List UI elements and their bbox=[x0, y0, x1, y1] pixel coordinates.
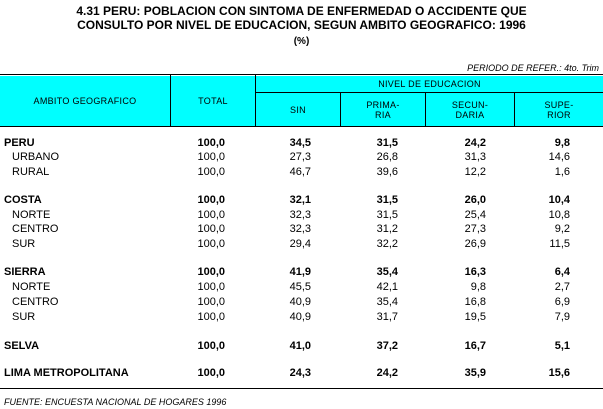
cell-sin: 32,3 bbox=[289, 223, 311, 235]
row-label: SIERRA bbox=[4, 266, 46, 278]
row-label: COSTA bbox=[4, 194, 42, 206]
cell-secundaria: 16,3 bbox=[464, 266, 486, 278]
table-title-line-2: CONSULTO POR NIVEL DE EDUCACION, SEGUN AMBITO GEOGRAFICO: 1996 bbox=[77, 18, 526, 32]
cell-superior: 15,6 bbox=[548, 367, 570, 379]
cell-primaria: 31,5 bbox=[376, 209, 398, 221]
cell-superior: 11,5 bbox=[549, 238, 570, 250]
cell-sin: 46,7 bbox=[289, 166, 311, 178]
cell-superior: 1,6 bbox=[554, 166, 570, 178]
cell-primaria: 31,5 bbox=[376, 194, 398, 206]
header-divider bbox=[170, 75, 171, 127]
cell-secundaria: 16,7 bbox=[464, 340, 486, 352]
cell-secundaria: 25,4 bbox=[464, 209, 486, 221]
row-label: RURAL bbox=[12, 166, 50, 178]
row-label: SUR bbox=[12, 311, 36, 323]
cell-primaria: 26,8 bbox=[376, 151, 398, 163]
cell-total: 100,0 bbox=[197, 209, 225, 221]
cell-secundaria: 27,3 bbox=[464, 223, 486, 235]
cell-secundaria: 19,5 bbox=[464, 311, 486, 323]
cell-sin: 29,4 bbox=[289, 238, 311, 250]
cell-primaria: 31,5 bbox=[376, 137, 398, 149]
header-divider bbox=[514, 93, 515, 127]
header-superior-line-2: RIOR bbox=[547, 109, 571, 120]
header-top-rule bbox=[0, 74, 603, 75]
cell-superior: 9,2 bbox=[554, 223, 570, 235]
row-label: PERU bbox=[4, 137, 35, 149]
cell-primaria: 35,4 bbox=[376, 296, 398, 308]
cell-total: 100,0 bbox=[197, 238, 225, 250]
cell-primaria: 35,4 bbox=[376, 266, 398, 278]
cell-total: 100,0 bbox=[197, 340, 225, 352]
cell-total: 100,0 bbox=[197, 223, 225, 235]
cell-primaria: 24,2 bbox=[376, 367, 398, 379]
cell-primaria: 37,2 bbox=[376, 340, 398, 352]
cell-primaria: 32,2 bbox=[376, 238, 398, 250]
cell-total: 100,0 bbox=[197, 266, 225, 278]
cell-secundaria: 12,2 bbox=[464, 166, 486, 178]
cell-total: 100,0 bbox=[197, 296, 225, 308]
cell-primaria: 42,1 bbox=[376, 281, 398, 293]
cell-secundaria: 26,9 bbox=[464, 238, 486, 250]
header-divider bbox=[425, 93, 426, 127]
header-sin: SIN bbox=[256, 93, 340, 126]
cell-superior: 6,4 bbox=[554, 266, 570, 278]
row-label: SELVA bbox=[4, 340, 40, 352]
row-label: URBANO bbox=[12, 151, 60, 163]
cell-sin: 40,9 bbox=[289, 296, 311, 308]
cell-secundaria: 31,3 bbox=[464, 151, 486, 163]
cell-sin: 32,3 bbox=[289, 209, 311, 221]
header-primaria-line-2: RIA bbox=[375, 109, 391, 120]
cell-secundaria: 9,8 bbox=[470, 281, 486, 293]
header-divider bbox=[256, 92, 603, 93]
header-bottom-rule bbox=[0, 126, 603, 127]
cell-primaria: 39,6 bbox=[376, 166, 398, 178]
cell-total: 100,0 bbox=[197, 311, 225, 323]
header-secundaria bbox=[426, 93, 514, 126]
cell-superior: 14,6 bbox=[548, 151, 570, 163]
cell-sin: 40,9 bbox=[289, 311, 311, 323]
cell-superior: 9,8 bbox=[554, 137, 570, 149]
header-primaria-line-1: PRIMA- bbox=[366, 99, 400, 110]
row-label: CENTRO bbox=[12, 223, 59, 235]
cell-superior: 2,7 bbox=[554, 281, 570, 293]
table-title-line-1: 4.31 PERU: POBLACION CON SINTOMA DE ENFERMEDAD O ACCIDENTE QUE bbox=[76, 4, 527, 18]
row-label: LIMA METROPOLITANA bbox=[4, 367, 129, 379]
cell-secundaria: 26,0 bbox=[464, 194, 486, 206]
cell-primaria: 31,2 bbox=[376, 223, 398, 235]
cell-sin: 32,1 bbox=[289, 194, 311, 206]
cell-total: 100,0 bbox=[197, 137, 225, 149]
table-bottom-rule bbox=[0, 388, 603, 389]
header-secundaria-line-1: SECUN- bbox=[451, 99, 489, 110]
cell-sin: 41,9 bbox=[289, 266, 311, 278]
header-nivel-educacion: NIVEL DE EDUCACION bbox=[256, 76, 603, 92]
header-divider bbox=[340, 93, 341, 127]
cell-superior: 10,4 bbox=[548, 194, 570, 206]
header-superior-line-1: SUPE- bbox=[544, 99, 574, 110]
row-label: CENTRO bbox=[12, 296, 59, 308]
row-label: SUR bbox=[12, 238, 36, 250]
table-title-unit: (%) bbox=[293, 36, 310, 47]
cell-secundaria: 35,9 bbox=[464, 367, 486, 379]
header-ambito: AMBITO GEOGRAFICO bbox=[0, 76, 170, 126]
cell-sin: 45,5 bbox=[289, 281, 311, 293]
cell-sin: 24,3 bbox=[289, 367, 311, 379]
cell-primaria: 31,7 bbox=[376, 311, 398, 323]
cell-sin: 34,5 bbox=[289, 137, 311, 149]
cell-total: 100,0 bbox=[197, 166, 225, 178]
cell-sin: 41,0 bbox=[289, 340, 311, 352]
cell-secundaria: 16,8 bbox=[464, 296, 486, 308]
cell-total: 100,0 bbox=[197, 367, 225, 379]
reference-period: PERIODO DE REFER.: 4to. Trim bbox=[467, 63, 599, 73]
row-label: NORTE bbox=[12, 281, 51, 293]
table-source: FUENTE: ENCUESTA NACIONAL DE HOGARES 1996 bbox=[4, 397, 227, 407]
row-label: NORTE bbox=[12, 209, 51, 221]
cell-secundaria: 24,2 bbox=[464, 137, 486, 149]
cell-superior: 6,9 bbox=[554, 296, 570, 308]
cell-superior: 7,9 bbox=[554, 311, 570, 323]
cell-sin: 27,3 bbox=[289, 151, 311, 163]
cell-superior: 5,1 bbox=[554, 340, 570, 352]
cell-total: 100,0 bbox=[197, 151, 225, 163]
header-secundaria-line-2: DARIA bbox=[455, 109, 485, 120]
cell-total: 100,0 bbox=[197, 281, 225, 293]
header-primaria bbox=[341, 93, 425, 126]
header-total: TOTAL bbox=[171, 76, 255, 126]
cell-superior: 10,8 bbox=[548, 209, 570, 221]
cell-total: 100,0 bbox=[197, 194, 225, 206]
header-superior bbox=[515, 93, 603, 126]
header-divider bbox=[255, 75, 256, 127]
